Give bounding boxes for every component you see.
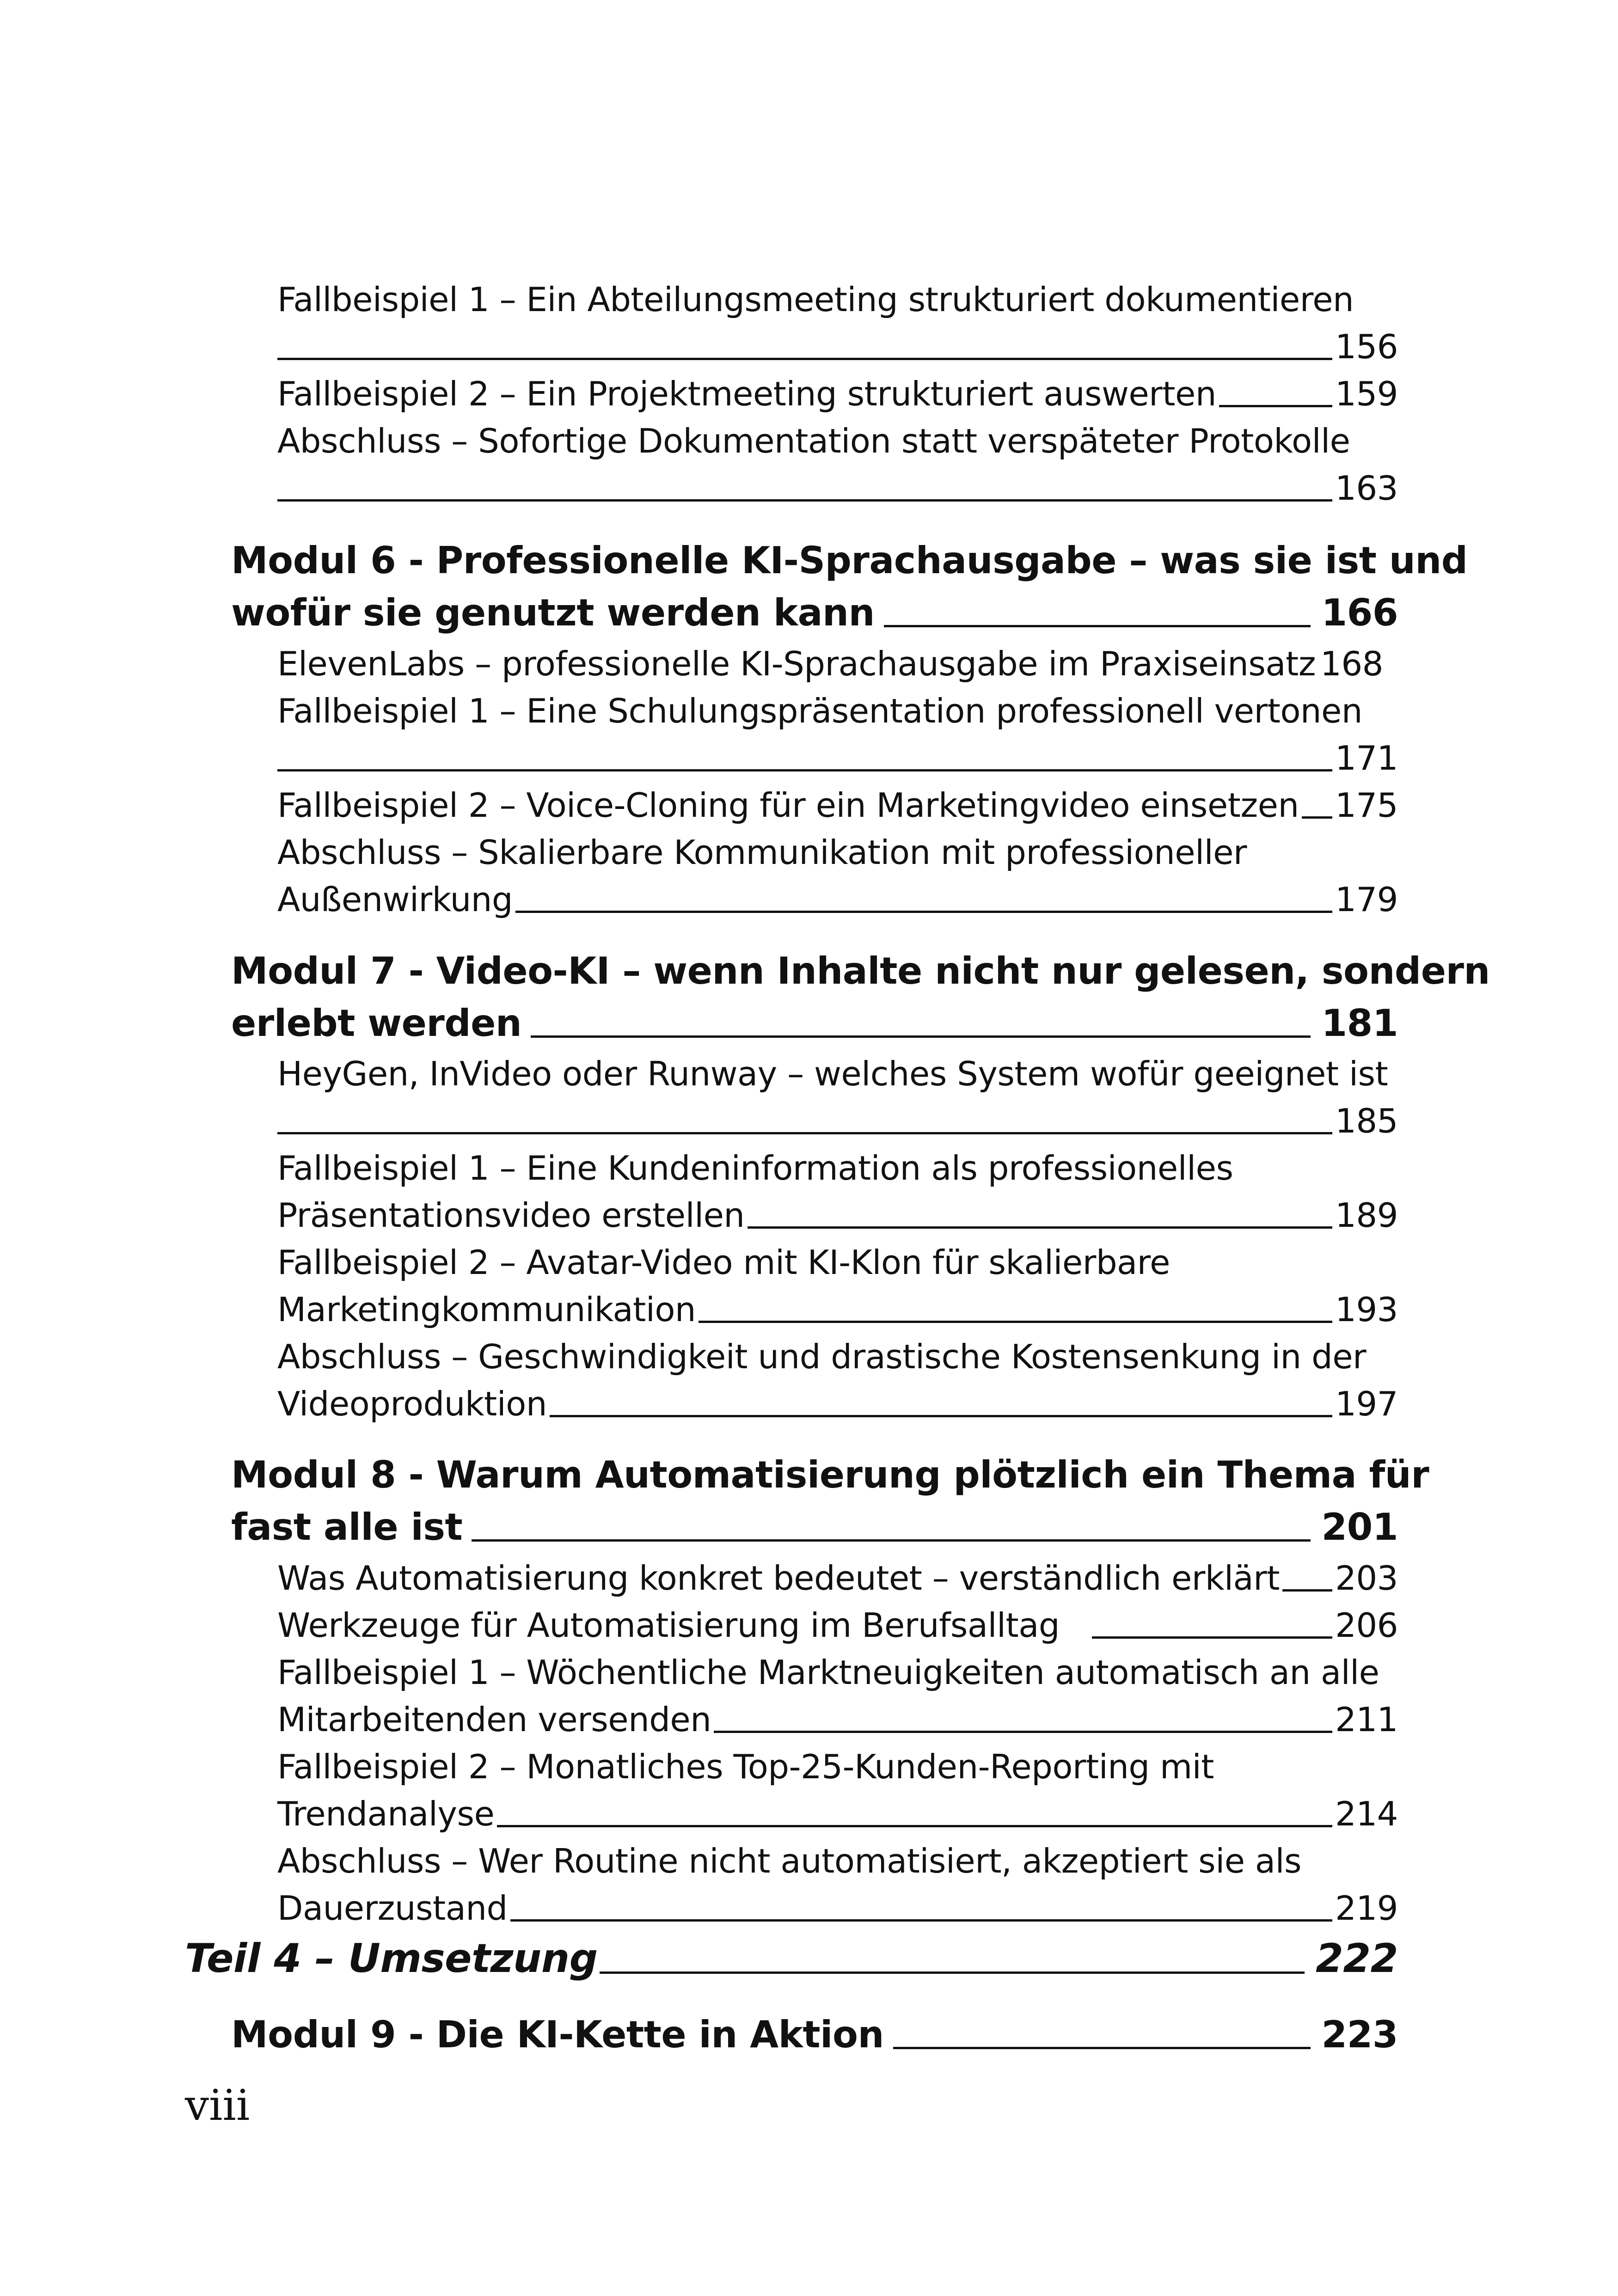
dot-leader <box>277 769 1332 771</box>
toc-module-title: wofür sie genutzt werden kann <box>231 591 875 634</box>
toc-module-heading <box>231 587 1398 639</box>
toc-page-number: 185 <box>1335 1102 1398 1140</box>
toc-module-title: fast alle ist <box>231 1506 463 1549</box>
toc-entry-line <box>277 782 1398 829</box>
toc-entry-leader-line <box>277 735 1398 782</box>
toc-entry-line <box>277 687 1398 735</box>
toc-entry-title: Abschluss – Skalierbare Kommunikation mit professioneller <box>277 833 1247 872</box>
dot-leader <box>515 911 1332 913</box>
toc-entry-title: HeyGen, InVideo oder Runway – welches System wofür geeignet ist <box>277 1054 1388 1093</box>
toc-module-heading <box>231 998 1398 1049</box>
toc-module-title: Modul 6 - Professionelle KI-Sprachausgabe – was sie ist und <box>231 539 1468 582</box>
dot-leader <box>550 1415 1332 1417</box>
toc-entry-line <box>277 1192 1398 1239</box>
toc-page-number: 201 <box>1321 1506 1398 1549</box>
toc-part-title: Teil 4 – Umsetzung <box>185 1935 598 1982</box>
toc-page-number: 171 <box>1335 739 1398 778</box>
toc-page-number: 159 <box>1335 374 1398 413</box>
toc-module-title: Modul 7 - Video-KI – wenn Inhalte nicht nur gelesen, sondern <box>231 949 1490 992</box>
toc-entry-leader-line <box>277 323 1398 370</box>
toc-entry-line <box>277 876 1398 923</box>
toc-page-number: 214 <box>1335 1794 1398 1833</box>
toc-page-number: 211 <box>1335 1700 1398 1739</box>
toc-entry-line <box>277 1239 1398 1286</box>
toc-page-number: 222 <box>1315 1935 1398 1982</box>
toc-entry-title: Werkzeuge für Automatisierung im Berufsalltag <box>277 1606 1060 1645</box>
toc-entry-line <box>277 1837 1398 1885</box>
toc-page-number: 189 <box>1335 1196 1398 1235</box>
toc-entry-title: Abschluss – Sofortige Dokumentation statt verspäteter Protokolle <box>277 422 1350 460</box>
toc-page-number: 156 <box>1335 327 1398 366</box>
toc-module-title: Modul 8 - Warum Automatisierung plötzlich ein Thema für <box>231 1453 1429 1496</box>
toc-module-title: Modul 9 - Die KI-Kette in Aktion <box>231 2013 884 2056</box>
toc-page-number: 206 <box>1335 1606 1398 1645</box>
toc-entry-title: Präsentationsvideo erstellen <box>277 1196 745 1235</box>
toc-entry-line <box>277 829 1398 876</box>
dot-leader <box>497 1825 1332 1827</box>
toc-module-heading <box>231 535 1468 587</box>
toc-entry-title: Abschluss – Wer Routine nicht automatisiert, akzeptiert sie als <box>277 1842 1302 1880</box>
toc-page-number: 181 <box>1321 1002 1398 1045</box>
toc-entry-title: Abschluss – Geschwindigkeit und drastische Kostensenkung in der <box>277 1337 1367 1376</box>
toc-entry-line <box>277 1380 1398 1427</box>
toc-entry-title: Fallbeispiel 1 – Eine Kundeninformation als professionelles <box>277 1149 1233 1188</box>
toc-entry-leader-line <box>277 465 1398 512</box>
dot-leader <box>277 1132 1332 1134</box>
dot-leader <box>510 1919 1332 1922</box>
dot-leader <box>748 1226 1333 1229</box>
toc-entry-line <box>277 1286 1398 1333</box>
toc-entry-line <box>277 640 1398 687</box>
toc-entry-title: Marketingkommunikation <box>277 1290 696 1329</box>
dot-leader <box>1302 816 1332 819</box>
toc-entry-line <box>277 1790 1398 1837</box>
toc-page-number: 193 <box>1335 1290 1398 1329</box>
toc-module-heading <box>231 945 1490 997</box>
toc-entry-title: ElevenLabs – professionelle KI-Sprachausgabe im Praxiseinsatz <box>277 644 1316 683</box>
dot-leader <box>893 2047 1311 2049</box>
toc-entry-line <box>277 370 1398 417</box>
dot-leader <box>277 499 1332 502</box>
toc-entry-line <box>277 1050 1398 1097</box>
toc-entry-line <box>277 1696 1398 1743</box>
page-number: viii <box>185 2081 250 2130</box>
toc-entry-title: Fallbeispiel 2 – Voice-Cloning für ein Marketingvideo einsetzen <box>277 786 1299 825</box>
dot-leader <box>531 1035 1310 1038</box>
toc-module-heading <box>231 2009 1398 2061</box>
dot-leader <box>600 1971 1305 1974</box>
toc-page-number: 219 <box>1335 1889 1398 1928</box>
toc-entry-line <box>277 276 1398 323</box>
toc-page-number: 179 <box>1335 880 1398 919</box>
toc-page-number: 175 <box>1335 786 1398 825</box>
toc-entry-title: Außenwirkung <box>277 880 513 919</box>
toc-entry-title: Trendanalyse <box>277 1794 495 1833</box>
toc-entry-line <box>277 1602 1398 1649</box>
toc-entry-line <box>277 417 1398 465</box>
toc-entry-title: Fallbeispiel 2 – Avatar-Video mit KI-Klon für skalierbare <box>277 1243 1170 1282</box>
toc-entry-line <box>277 1145 1398 1192</box>
dot-leader <box>1092 1636 1332 1639</box>
toc-entry-leader-line <box>277 1097 1398 1145</box>
toc-module-heading <box>231 1501 1398 1553</box>
dot-leader <box>884 625 1311 627</box>
toc-entry-title: Fallbeispiel 1 – Wöchentliche Marktneuigkeiten automatisch an alle <box>277 1653 1379 1692</box>
toc-part-heading <box>185 1931 1398 1986</box>
toc-entry-title: Dauerzustand <box>277 1889 508 1928</box>
toc-page-number: 163 <box>1335 469 1398 508</box>
toc-entry-title: Fallbeispiel 2 – Monatliches Top-25-Kunden-Reporting mit <box>277 1747 1214 1786</box>
dot-leader <box>714 1731 1332 1733</box>
dot-leader <box>277 358 1332 360</box>
toc-entry-title: Videoproduktion <box>277 1384 547 1423</box>
toc-page-number: 203 <box>1335 1559 1398 1598</box>
toc-page-number: 166 <box>1321 591 1398 634</box>
toc-entry-title: Fallbeispiel 1 – Ein Abteilungsmeeting strukturiert dokumentieren <box>277 280 1354 319</box>
toc-entry-line <box>277 1743 1398 1790</box>
dot-leader <box>1219 405 1332 407</box>
toc-entry-line <box>277 1885 1398 1932</box>
toc-page-number: 168 <box>1320 644 1383 683</box>
toc-module-heading <box>231 1449 1429 1501</box>
toc-entry-line <box>277 1555 1398 1602</box>
toc-entry-line <box>277 1649 1398 1696</box>
dot-leader <box>472 1539 1310 1542</box>
toc-page-number: 223 <box>1321 2013 1398 2056</box>
toc-entry-title: Fallbeispiel 1 – Eine Schulungspräsentation professionell vertonen <box>277 692 1362 730</box>
toc-module-title: erlebt werden <box>231 1002 522 1045</box>
toc-entry-line <box>277 1333 1398 1380</box>
toc-entry-title: Fallbeispiel 2 – Ein Projektmeeting strukturiert auswerten <box>277 374 1216 413</box>
dot-leader <box>1282 1589 1332 1592</box>
dot-leader <box>699 1321 1332 1323</box>
toc-page-number: 197 <box>1335 1384 1398 1423</box>
toc-entry-title: Mitarbeitenden versenden <box>277 1700 711 1739</box>
toc-entry-title: Was Automatisierung konkret bedeutet – verständlich erklärt <box>277 1559 1280 1598</box>
